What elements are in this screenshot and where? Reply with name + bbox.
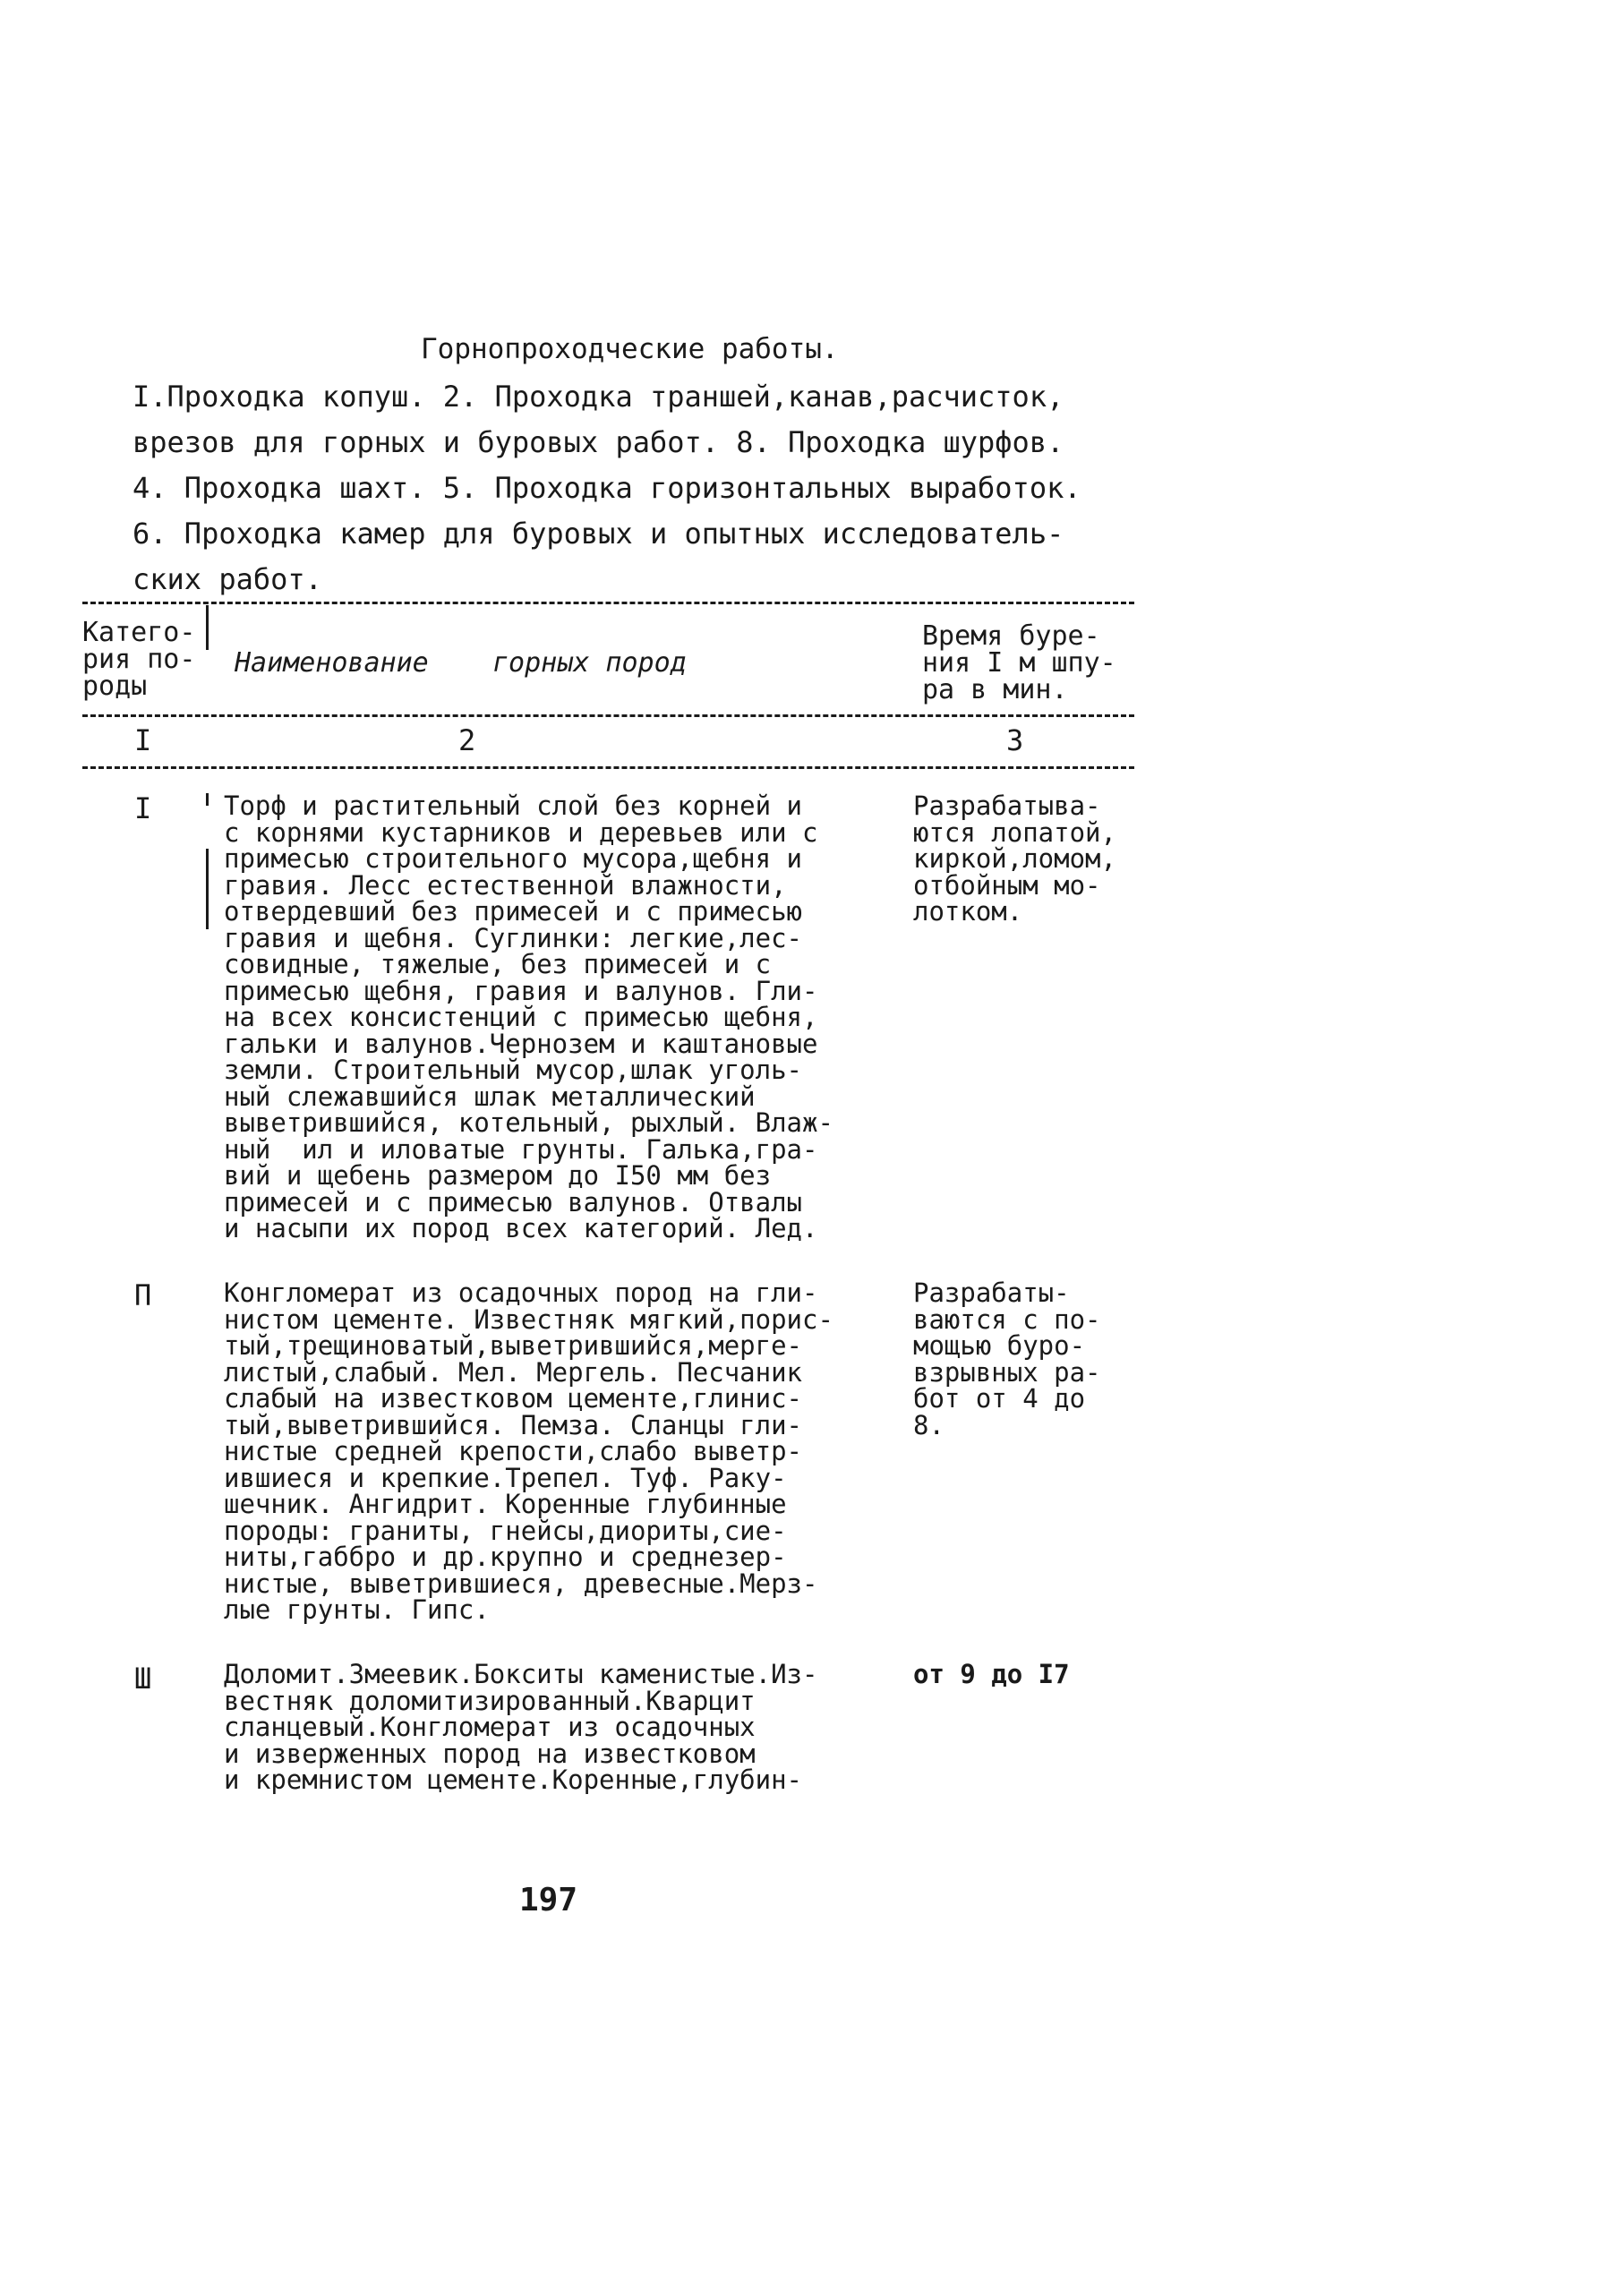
header-column-divider [206,605,209,650]
row-1-divider [206,849,209,929]
row-2-category: П [134,1278,152,1312]
page-heading: Горнопроходческие работы. [421,333,839,365]
table-top-rule [82,602,1134,604]
row-1-divider-mark [206,793,209,806]
row-3-rock-names: Доломит.Змеевик.Бокситы каменистые.Из- вестняк доломитизированный.Кварцит сланцевый.Конгломерат из осадочных и изверженных пород на известковом и кремнистом цементе.Коренные,глубин- [224,1659,818,1795]
column-number-1: I [134,723,152,757]
row-1-category: I [134,791,152,825]
column-number-3: 3 [1006,723,1024,757]
row-2-rock-names: Конгломерат из осадочных пород на гли- нистом цементе. Известняк мягкий,порис- тый,трещиноватый,выветрившийся,мерге- листый,слабый. Мел. Мергель. Песчаник слабый на известковом цементе,глинис- тый,выветрившийся. Пемза. Сланцы гли- нистые средней крепости,слабо выветр- ившиеся и крепкие.Трепел. Туф. Раку- шечник. Ангидрит. Коренные глубинные породы: граниты, гнейсы,диориты,сие- ниты,габбро и др.крупно и среднезер- нистые, выветрившиеся, древесные.Мерз- лые грунты. Гипс. [224,1277,833,1625]
header-name-part1: Наименование [235,647,429,679]
header-category: Катего- рия по- роды [82,617,196,702]
row-3-category: Ш [134,1662,152,1696]
header-time: Время буре- ния I м шпу- ра в мин. [922,620,1116,705]
row-3-drilling-time: от 9 до I7 [913,1659,1070,1689]
header-bottom-rule [82,714,1134,717]
header-name-part2: горных пород [492,647,687,679]
row-2-drilling-time: Разрабаты- ваются с по- мощью буро- взрывных ра- бот от 4 до 8. [913,1277,1101,1440]
column-numbers-rule [82,766,1134,769]
page-number: 197 [519,1882,578,1918]
row-1-drilling-time: Разрабатыва- ются лопатой, киркой,ломом, отбойным мо- лотком. [913,790,1116,927]
intro-paragraph: I.Проходка копуш. 2. Проходка траншей,канав,расчисток, врезов для горных и буровых работ. 8. Проходка шурфов. 4. Проходка шахт. 5. Проходка горизонтальных выработок. 6. Проходка камер для буровых и опытных исследователь- ских работ. [132,380,1081,596]
row-1-rock-names: Торф и растительный слой без корней и с корнями кустарников и деревьев или с примесью строительного мусора,щебня и гравия. Лесс естественной влажности, отвердевший без примесей и с примесью гравия и щебня. Суглинки: легкие,лес- совидные, тяжелые, без примесей и с примесью щебня, гравия и валунов. Гли- на всех консистенций с примесью щебня, гальки и валунов.Чернозем и каштановые земли. Строительный мусор,шлак уголь- ный слежавшийся шлак металлический выветрившийся, котельный, рыхлый. Влаж- ный ил и иловатые грунты. Галька,гра- вий и щебень размером до I50 мм без примесей и с примесью валунов. Отвалы и насыпи их пород всех категорий. Лед. [224,790,833,1243]
column-number-2: 2 [458,723,476,757]
